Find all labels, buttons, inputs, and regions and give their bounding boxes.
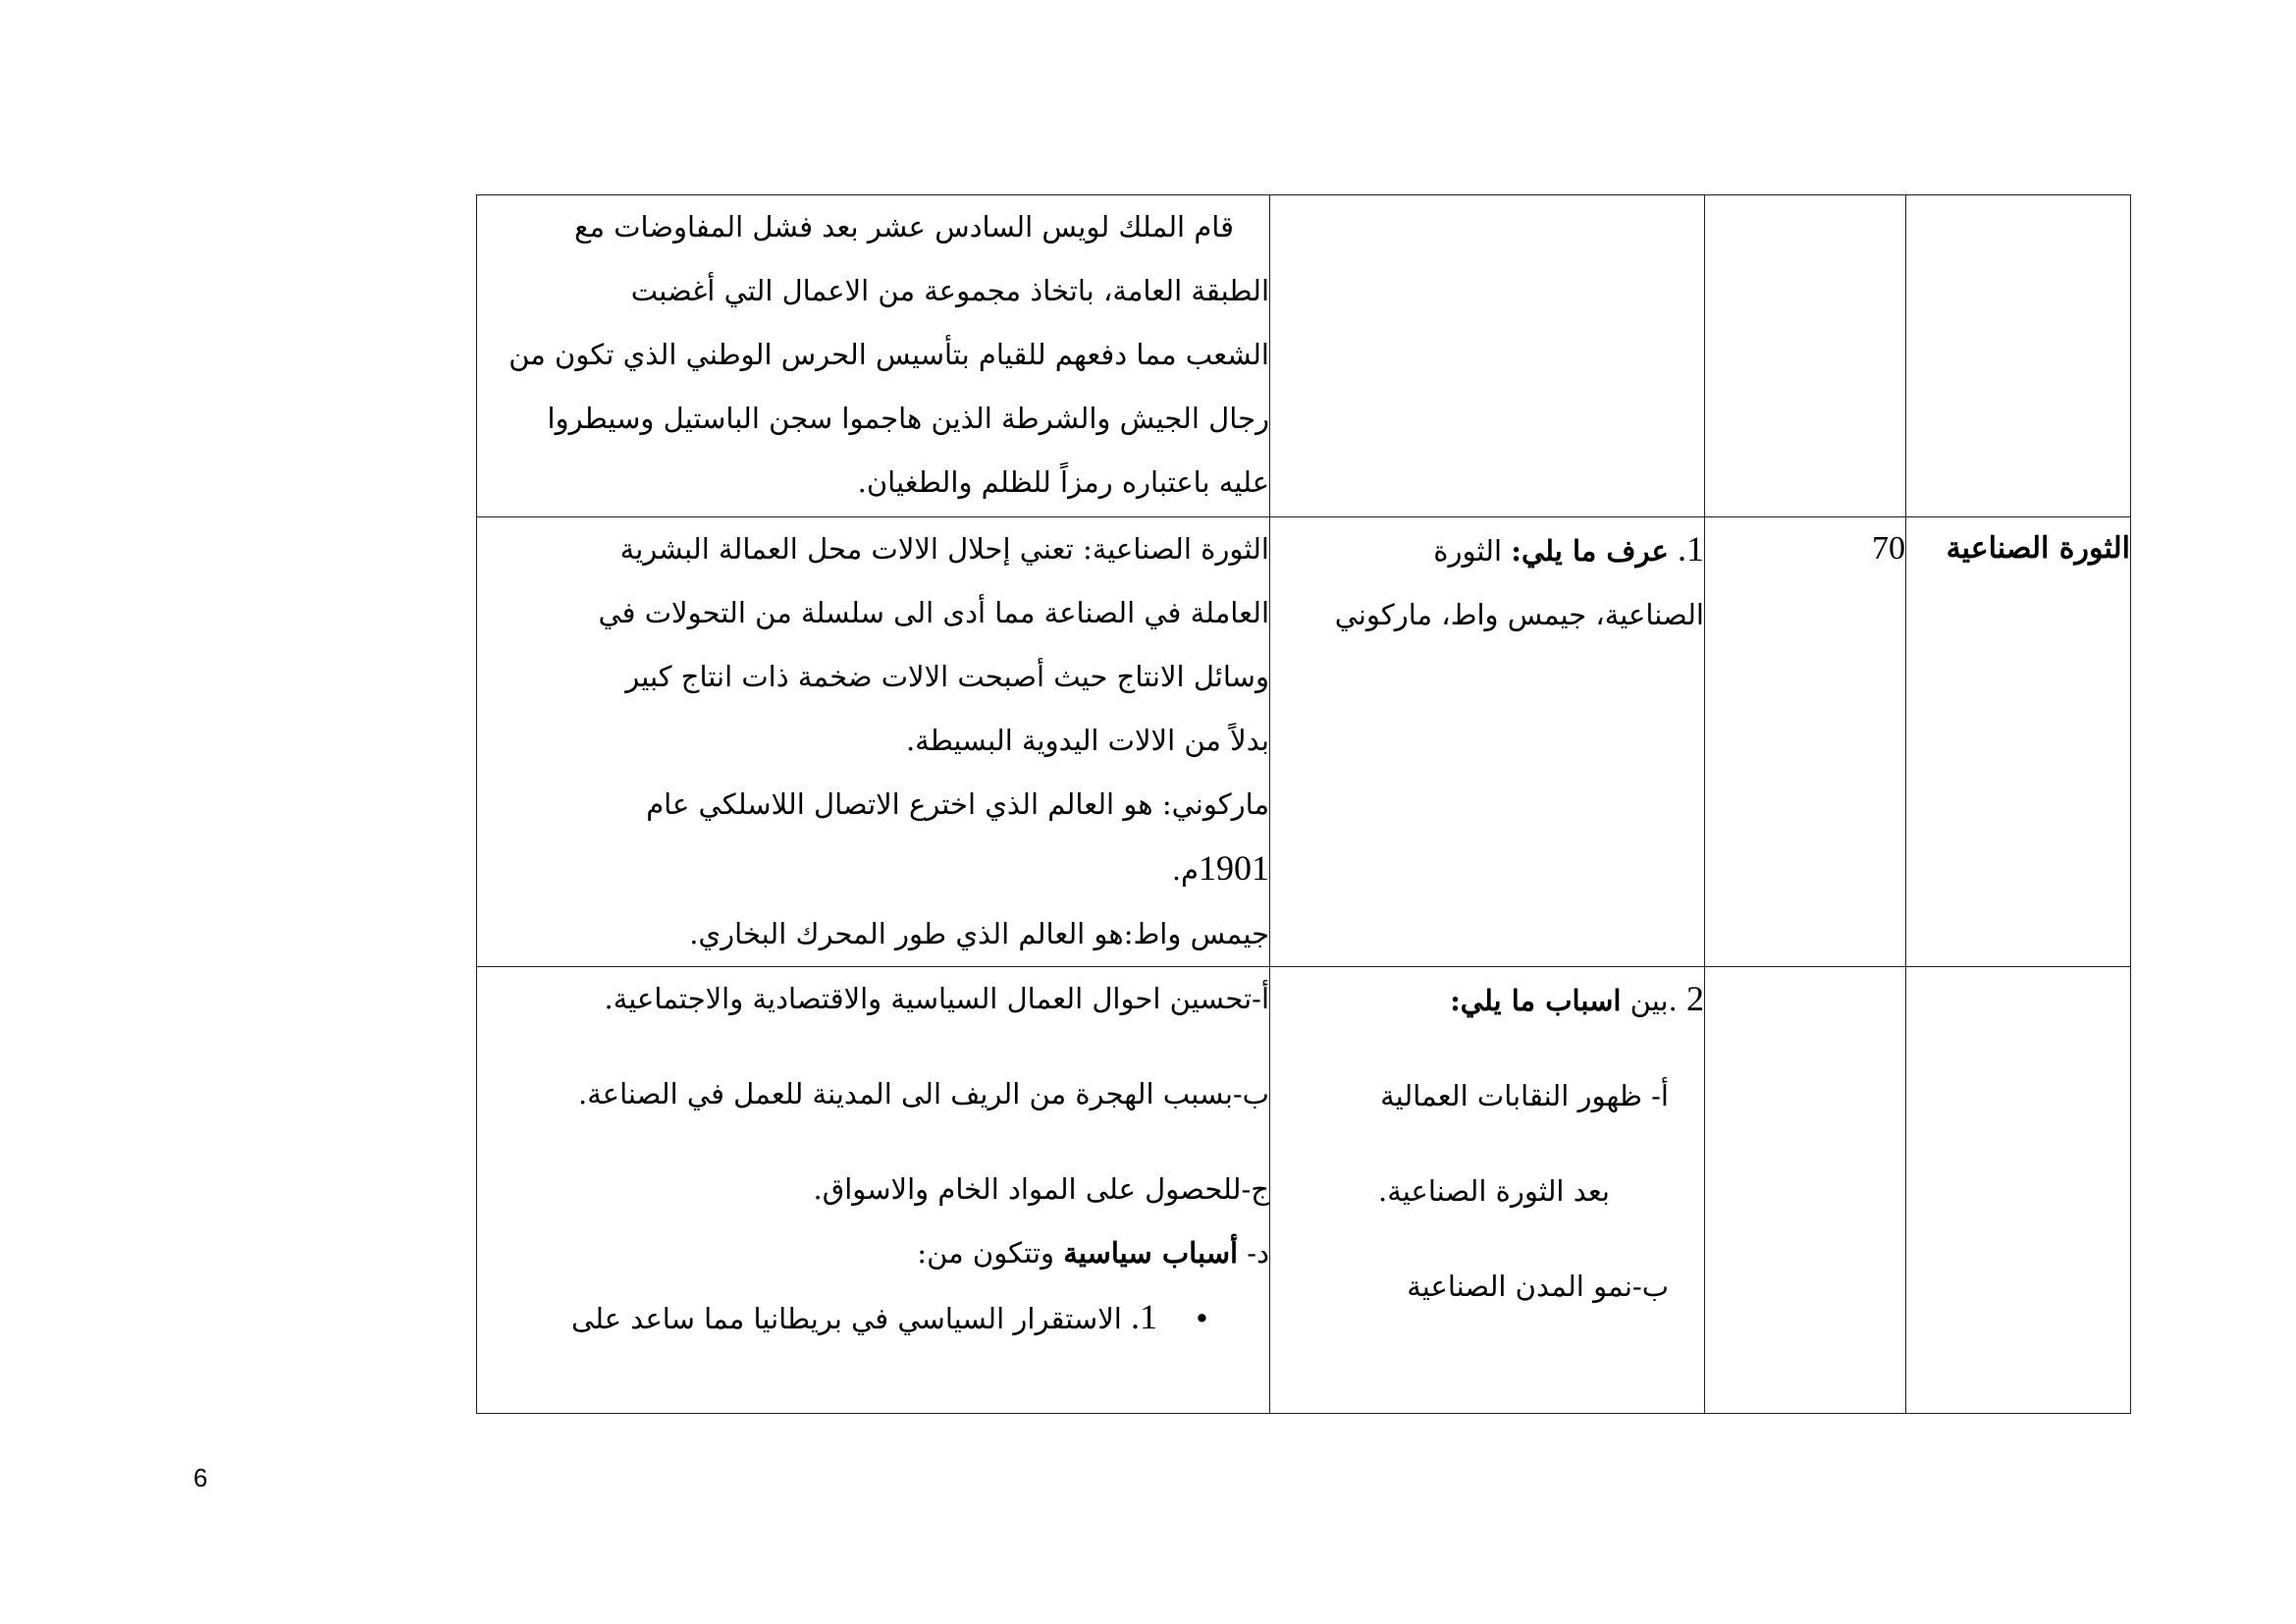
bullet-icon: • bbox=[1193, 1302, 1210, 1335]
number-cell bbox=[1705, 967, 1906, 1414]
answer-line: بدلاً من الالات اليدوية البسيطة. bbox=[905, 724, 1269, 757]
answer-line: الطبقة العامة، باتخاذ مجموعة من الاعمال التي أغضبت bbox=[630, 274, 1269, 307]
topic-cell bbox=[1906, 967, 2131, 1414]
question-line bbox=[1270, 517, 1704, 583]
question-text: الثورة bbox=[1433, 534, 1503, 568]
answer-line: عليه باعتباره رمزاً للظلم والطغيان. bbox=[857, 465, 1269, 499]
question-item: بعد الثورة الصناعية. bbox=[1378, 1174, 1610, 1208]
table-row bbox=[477, 967, 2131, 1414]
lesson-table bbox=[476, 194, 2131, 1414]
table-row bbox=[477, 517, 2131, 967]
answer-line: ج-للحصول على المواد الخام والاسواق. bbox=[813, 1172, 1269, 1206]
number-cell bbox=[1705, 195, 1906, 517]
answer-line bbox=[477, 837, 1269, 902]
answer-line bbox=[477, 1285, 1269, 1351]
table-row bbox=[477, 195, 2131, 517]
answer-line: ماركوني: هو العالم الذي اخترع الاتصال اللاسلكي عام bbox=[646, 787, 1269, 821]
answer-line: جيمس واط:هو العالم الذي طور المحرك البخاري. bbox=[689, 917, 1269, 950]
question-number: 1. bbox=[1678, 529, 1704, 568]
item-prefix: د- bbox=[1247, 1236, 1269, 1270]
question-item: أ- ظهور النقابات العمالية bbox=[1380, 1079, 1669, 1112]
question-line bbox=[1270, 967, 1704, 1033]
question-prefix: .بين bbox=[1629, 984, 1678, 1017]
question-item: ب-نمو المدن الصناعية bbox=[1407, 1270, 1669, 1303]
answer-cell bbox=[477, 967, 1270, 1414]
answer-line: رجال الجيش والشرطة الذين هاجموا سجن الباستيل وسيطروا bbox=[547, 402, 1269, 435]
answer-line: أ-تحسين احوال العمال السياسية والاقتصادية والاجتماعية. bbox=[604, 982, 1269, 1015]
page-number: 6 bbox=[193, 1463, 208, 1492]
answer-line: الثورة الصناعية: تعني إحلال الالات محل العمالة البشرية bbox=[619, 532, 1269, 566]
year-suffix: م. bbox=[1171, 853, 1199, 887]
answer-line: الشعب مما دفعهم للقيام بتأسيس الحرس الوطني الذي تكون من bbox=[508, 338, 1269, 371]
question-bold: عرف ما يلي: bbox=[1511, 534, 1669, 568]
answer-line: قام الملك لويس السادس عشر بعد فشل المفاوضات مع bbox=[574, 210, 1234, 244]
item-text: وتتكون من: bbox=[917, 1236, 1055, 1270]
answer-cell bbox=[477, 195, 1270, 517]
bullet-number: 1. bbox=[1131, 1297, 1158, 1336]
topic-cell: الثورة الصناعية bbox=[1906, 517, 2131, 967]
answer-cell bbox=[477, 517, 1270, 967]
topic-cell bbox=[1906, 195, 2131, 517]
question-bold: اسباب ما يلي: bbox=[1450, 984, 1622, 1017]
year: 1901 bbox=[1199, 848, 1269, 888]
answer-line: ب-بسبب الهجرة من الريف الى المدينة للعمل في الصناعة. bbox=[578, 1077, 1269, 1110]
answer-line: وسائل الانتاج حيث أصبحت الالات ضخمة ذات انتاج كبير bbox=[625, 660, 1269, 693]
question-number: 2 bbox=[1686, 979, 1704, 1018]
question-cell bbox=[1270, 967, 1705, 1414]
answer-line: العاملة في الصناعة مما أدى الى سلسلة من التحولات في bbox=[598, 596, 1269, 629]
answer-line bbox=[477, 1221, 1269, 1285]
item-bold: أسباب سياسية bbox=[1063, 1236, 1239, 1270]
bullet-text: الاستقرار السياسي في بريطانيا مما ساعد على bbox=[570, 1302, 1122, 1335]
number-cell: 70 bbox=[1705, 517, 1906, 967]
question-line: الصناعية، جيمس واط، ماركوني bbox=[1334, 598, 1704, 631]
question-cell bbox=[1270, 517, 1705, 967]
question-cell bbox=[1270, 195, 1705, 517]
